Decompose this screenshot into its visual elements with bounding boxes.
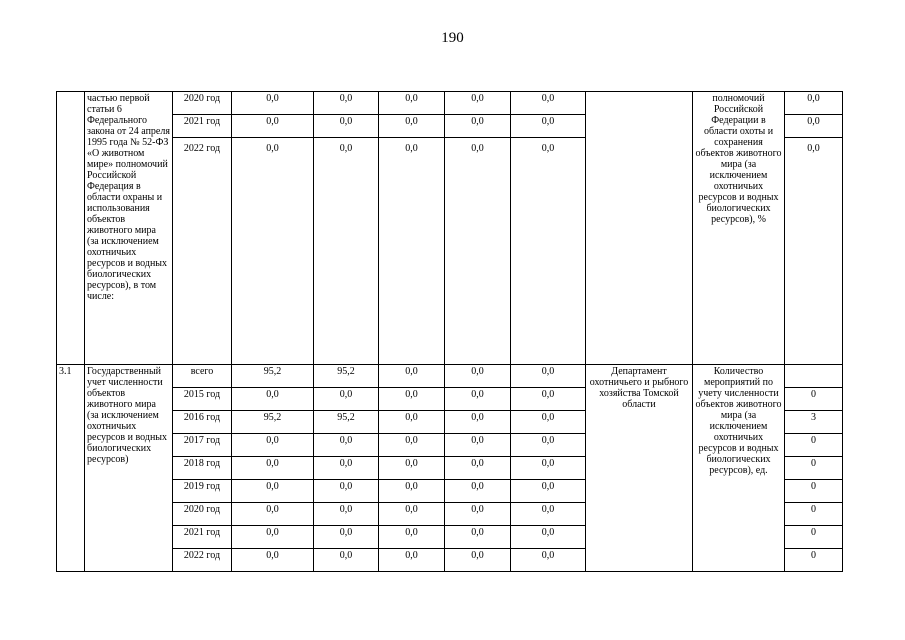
year-cell: 2016 год bbox=[173, 411, 232, 434]
indicator-value: 3 bbox=[785, 411, 843, 434]
value-regional: 0,0 bbox=[379, 457, 445, 480]
value-federal: 0,0 bbox=[314, 92, 379, 115]
value-total: 0,0 bbox=[232, 434, 314, 457]
value-federal: 95,2 bbox=[314, 365, 379, 388]
value-total: 0,0 bbox=[232, 457, 314, 480]
value-extra: 0,0 bbox=[511, 115, 586, 138]
value-extra: 0,0 bbox=[511, 365, 586, 388]
indicator-name: Количество мероприятий по учету численности объектов животного мира (за исключением охотничьих ресурсов и водных биологических ресурсов), ед. bbox=[693, 365, 785, 572]
value-federal: 0,0 bbox=[314, 526, 379, 549]
indicator-value: 0 bbox=[785, 526, 843, 549]
value-federal: 95,2 bbox=[314, 411, 379, 434]
indicator-value: 0,0 bbox=[785, 92, 843, 115]
value-local: 0,0 bbox=[445, 457, 511, 480]
year-cell: 2022 год bbox=[173, 138, 232, 365]
value-regional: 0,0 bbox=[379, 480, 445, 503]
value-total: 0,0 bbox=[232, 526, 314, 549]
indicator-value: 0,0 bbox=[785, 138, 843, 365]
indicator-value: 0,0 bbox=[785, 115, 843, 138]
value-extra: 0,0 bbox=[511, 549, 586, 572]
value-regional: 0,0 bbox=[379, 92, 445, 115]
value-regional: 0,0 bbox=[379, 434, 445, 457]
value-federal: 0,0 bbox=[314, 457, 379, 480]
value-total: 0,0 bbox=[232, 115, 314, 138]
indicator-value: 0 bbox=[785, 457, 843, 480]
row-number-cell: 3.1 bbox=[57, 365, 85, 572]
value-local: 0,0 bbox=[445, 365, 511, 388]
year-cell: 2017 год bbox=[173, 434, 232, 457]
executor-cell bbox=[586, 92, 693, 365]
year-cell: 2015 год bbox=[173, 388, 232, 411]
value-regional: 0,0 bbox=[379, 503, 445, 526]
value-local: 0,0 bbox=[445, 138, 511, 365]
value-federal: 0,0 bbox=[314, 480, 379, 503]
indicator-value bbox=[785, 365, 843, 388]
activity-name: частью первой статьи 6 Федерального закона от 24 апреля 1995 года № 52-ФЗ «О животном мире» полномочий Российской Федерация в области охраны и использования объектов животного мира (за исключением охотничьих ресурсов и водных биологических ресурсов), в том числе: bbox=[85, 92, 173, 365]
value-total: 0,0 bbox=[232, 388, 314, 411]
value-extra: 0,0 bbox=[511, 503, 586, 526]
indicator-value: 0 bbox=[785, 503, 843, 526]
value-local: 0,0 bbox=[445, 115, 511, 138]
executor-name: Департамент охотничьего и рыбного хозяйства Томской области bbox=[586, 365, 693, 572]
value-total: 95,2 bbox=[232, 365, 314, 388]
value-regional: 0,0 bbox=[379, 115, 445, 138]
indicator-value: 0 bbox=[785, 388, 843, 411]
value-federal: 0,0 bbox=[314, 138, 379, 365]
value-extra: 0,0 bbox=[511, 480, 586, 503]
value-regional: 0,0 bbox=[379, 388, 445, 411]
year-cell: 2018 год bbox=[173, 457, 232, 480]
value-regional: 0,0 bbox=[379, 549, 445, 572]
table-row bbox=[57, 365, 843, 388]
value-local: 0,0 bbox=[445, 434, 511, 457]
row-number-cell bbox=[57, 92, 85, 365]
value-regional: 0,0 bbox=[379, 411, 445, 434]
value-total: 95,2 bbox=[232, 411, 314, 434]
year-cell: 2020 год bbox=[173, 92, 232, 115]
page-number: 190 bbox=[441, 30, 464, 46]
year-cell: 2019 год bbox=[173, 480, 232, 503]
year-cell: 2022 год bbox=[173, 549, 232, 572]
value-total: 0,0 bbox=[232, 92, 314, 115]
value-federal: 0,0 bbox=[314, 503, 379, 526]
value-federal: 0,0 bbox=[314, 434, 379, 457]
program-table bbox=[56, 91, 843, 572]
value-local: 0,0 bbox=[445, 526, 511, 549]
indicator-value: 0 bbox=[785, 434, 843, 457]
value-local: 0,0 bbox=[445, 388, 511, 411]
value-regional: 0,0 bbox=[379, 365, 445, 388]
value-local: 0,0 bbox=[445, 503, 511, 526]
value-federal: 0,0 bbox=[314, 388, 379, 411]
value-regional: 0,0 bbox=[379, 526, 445, 549]
value-total: 0,0 bbox=[232, 503, 314, 526]
year-cell: 2021 год bbox=[173, 526, 232, 549]
value-extra: 0,0 bbox=[511, 92, 586, 115]
activity-name: Государственный учет численности объектов животного мира (за исключением охотничьих ресурсов и водных биологических ресурсов) bbox=[85, 365, 173, 572]
value-local: 0,0 bbox=[445, 411, 511, 434]
value-extra: 0,0 bbox=[511, 457, 586, 480]
value-federal: 0,0 bbox=[314, 549, 379, 572]
value-total: 0,0 bbox=[232, 549, 314, 572]
value-local: 0,0 bbox=[445, 549, 511, 572]
value-total: 0,0 bbox=[232, 480, 314, 503]
value-federal: 0,0 bbox=[314, 115, 379, 138]
value-extra: 0,0 bbox=[511, 526, 586, 549]
value-extra: 0,0 bbox=[511, 138, 586, 365]
year-cell: 2021 год bbox=[173, 115, 232, 138]
value-extra: 0,0 bbox=[511, 388, 586, 411]
value-extra: 0,0 bbox=[511, 411, 586, 434]
indicator-value: 0 bbox=[785, 549, 843, 572]
table-row bbox=[57, 92, 843, 115]
year-cell: всего bbox=[173, 365, 232, 388]
value-total: 0,0 bbox=[232, 138, 314, 365]
value-regional: 0,0 bbox=[379, 138, 445, 365]
indicator-name: полномочий Российской Федерации в области охоты и сохранения объектов животного мира (за исключением охотничьих ресурсов и водных биологических ресурсов), % bbox=[693, 92, 785, 365]
year-cell: 2020 год bbox=[173, 503, 232, 526]
indicator-value: 0 bbox=[785, 480, 843, 503]
value-extra: 0,0 bbox=[511, 434, 586, 457]
value-local: 0,0 bbox=[445, 480, 511, 503]
value-local: 0,0 bbox=[445, 92, 511, 115]
